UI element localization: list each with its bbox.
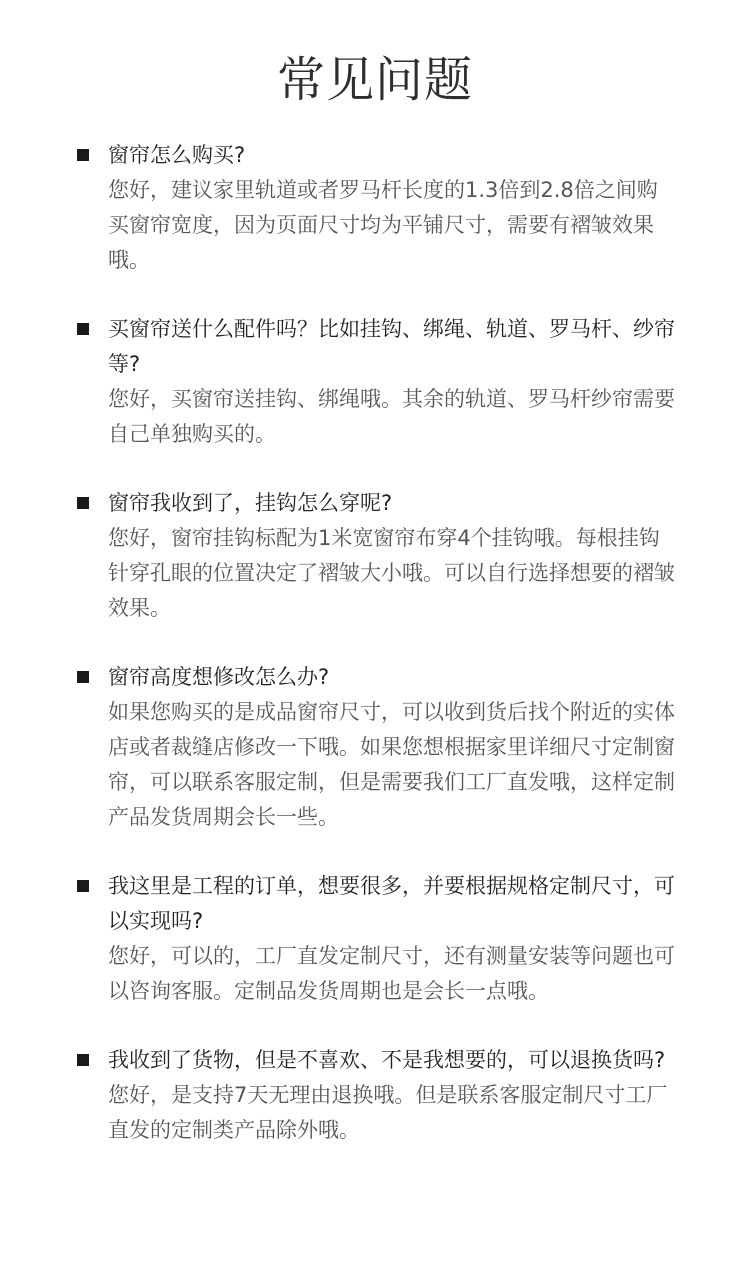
faq-question: 我收到了货物，但是不喜欢、不是我想要的，可以退换货吗? bbox=[108, 1048, 666, 1072]
faq-list bbox=[0, 138, 750, 1182]
faq-item bbox=[0, 660, 750, 835]
faq-item bbox=[0, 138, 750, 278]
square-bullet-icon bbox=[77, 880, 89, 892]
faq-item bbox=[0, 486, 750, 626]
square-bullet-icon bbox=[77, 497, 89, 509]
square-bullet-icon bbox=[77, 671, 89, 683]
faq-question: 窗帘高度想修改怎么办? bbox=[108, 665, 330, 689]
square-bullet-icon bbox=[77, 323, 89, 335]
faq-answer: 如果您购买的是成品窗帘尺寸，可以收到货后找个附近的实体店或者裁缝店修改一下哦。如果您想根据家里详细尺寸定制窗帘，可以联系客服定制，但是需要我们工厂直发哦，这样定制产品发货周期会长一些。 bbox=[108, 700, 675, 829]
faq-question: 我这里是工程的订单，想要很多，并要根据规格定制尺寸，可以实现吗? bbox=[108, 874, 675, 933]
faq-item bbox=[0, 312, 750, 452]
faq-answer: 您好，买窗帘送挂钩、绑绳哦。其余的轨道、罗马杆纱帘需要自己单独购买的。 bbox=[108, 387, 675, 446]
faq-question: 窗帘怎么购买? bbox=[108, 143, 246, 167]
faq-answer: 您好，窗帘挂钩标配为1米宽窗帘布穿4个挂钩哦。每根挂钩针穿孔眼的位置决定了褶皱大小哦。可以自行选择想要的褶皱效果。 bbox=[108, 526, 675, 620]
faq-item bbox=[0, 1043, 750, 1148]
faq-answer: 您好，建议家里轨道或者罗马杆长度的1.3倍到2.8倍之间购买窗帘宽度，因为页面尺寸均为平铺尺寸，需要有褶皱效果哦。 bbox=[108, 178, 658, 272]
faq-question: 买窗帘送什么配件吗？比如挂钩、绑绳、轨道、罗马杆、纱帘等? bbox=[108, 317, 675, 376]
faq-answer: 您好，是支持7天无理由退换哦。但是联系客服定制尺寸工厂直发的定制类产品除外哦。 bbox=[108, 1083, 668, 1142]
faq-question: 窗帘我收到了，挂钩怎么穿呢? bbox=[108, 491, 393, 515]
page-title: 常见问题 bbox=[276, 52, 473, 108]
square-bullet-icon bbox=[77, 149, 89, 161]
faq-answer: 您好，可以的，工厂直发定制尺寸，还有测量安装等问题也可以咨询客服。定制品发货周期也是会长一点哦。 bbox=[108, 944, 675, 1003]
square-bullet-icon bbox=[77, 1054, 89, 1066]
faq-item bbox=[0, 869, 750, 1009]
